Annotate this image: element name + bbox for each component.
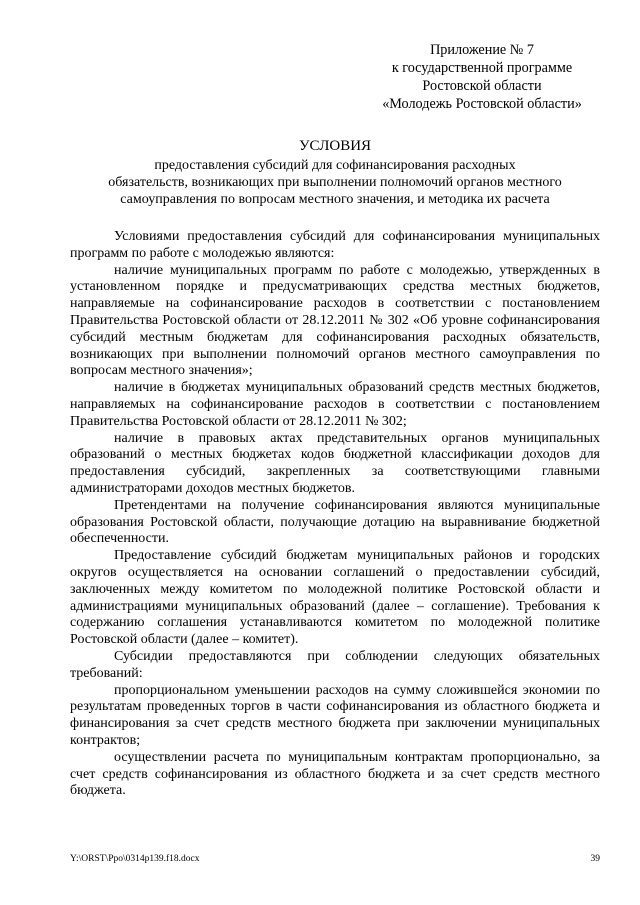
appendix-line: Ростовской области	[422, 78, 542, 94]
document-body	[70, 229, 600, 800]
heading-subtitle-line: самоуправления по вопросам местного значения, и методика их расчета	[120, 192, 550, 207]
body-paragraph: Предоставление субсидий бюджетам муниципальных районов и городских округов осуществляется на основании соглашений о предоставлении субсидий, заключенных между комитетом по молодежной политике Ростовской области и администрациями муниципальных образований (далее – соглашение). Требования к содержанию соглашения устанавливаются комитетом по молодежной политике Ростовской области (далее – комитет).	[70, 548, 600, 648]
page-number: 39	[590, 854, 600, 864]
body-paragraph: Претендентами на получение софинансирования являются муниципальные образования Ростовской области, получающие дотацию на выравнивание бюджетной обеспеченности.	[70, 497, 600, 547]
body-paragraph: Субсидии предоставляются при соблюдении следующих обязательных требований:	[70, 648, 600, 681]
body-paragraph: наличие в правовых актах представительных органов муниципальных образований о местных бюджетах кодов бюджетной классификации доходов для предоставления субсидий, закрепленных за соответствующими главными администраторами доходов местных бюджетов.	[70, 430, 600, 496]
body-paragraph: наличие муниципальных программ по работе с молодежью, утвержденных в установленном порядке и предусматривающих средства местных бюджетов, направляемые на софинансирование расходов в соответствии с постановлением Правительства Ростовской области от 28.12.2011 № 302 «Об уровне софинансирования субсидий местным бюджетам для софинансирования расходных обязательств, возникающих при выполнении полномочий органов местного самоуправления по вопросам местного значения»;	[70, 262, 600, 379]
heading-subtitle-line: обязательств, возникающих при выполнении полномочий органов местного	[108, 175, 562, 190]
footer-file-path: Y:\ORST\Ppo\0314p139.f18.docx	[70, 854, 200, 864]
heading-title: УСЛОВИЯ	[298, 138, 372, 154]
appendix-header	[360, 41, 604, 113]
body-paragraph: пропорциональном уменьшении расходов на сумму сложившейся экономии по результатам проведенных торгов в части софинансирования из областного бюджета и финансирования за счет средств местного бюджета при заключении муниципальных контрактов;	[70, 682, 600, 748]
heading-subtitle	[70, 157, 600, 208]
appendix-line: «Молодежь Ростовской области»	[382, 96, 582, 112]
body-paragraph: наличие в бюджетах муниципальных образований средств местных бюджетов, направляемых на софинансирование расходов в соответствии с постановлением Правительства Ростовской области от 28.12.2011 № 302;	[70, 380, 600, 429]
heading-subtitle-line: предоставления субсидий для софинансирования расходных	[154, 158, 516, 173]
body-paragraph: Условиями предоставления субсидий для софинансирования муниципальных программ по работе с молодежью являются:	[70, 229, 600, 261]
body-paragraph: осуществлении расчета по муниципальным контрактам пропорционально, за счет средств софинансирования из областного бюджета и за счет средств местного бюджета.	[70, 749, 600, 799]
section-heading	[70, 137, 600, 208]
appendix-line: Приложение № 7	[430, 42, 534, 58]
appendix-line: к государственной программе	[391, 60, 573, 76]
